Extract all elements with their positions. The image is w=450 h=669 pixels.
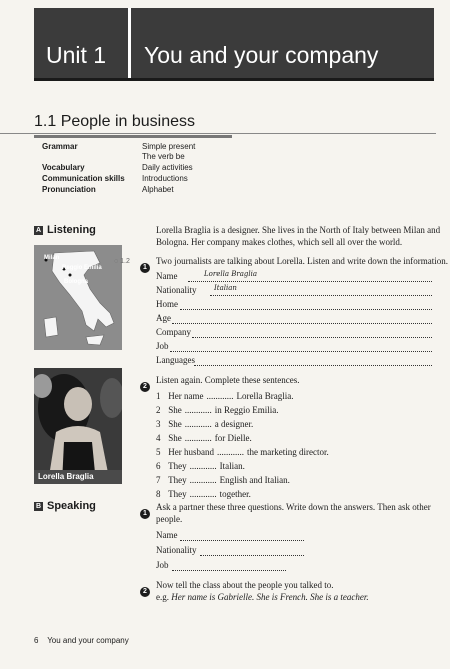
sentence-item [156, 475, 290, 486]
unit-number-box [34, 8, 131, 78]
sentence-item [156, 489, 251, 500]
sentence-end: a designer. [214, 419, 254, 429]
listening-heading [34, 224, 96, 236]
italy-map [34, 245, 122, 350]
answer-line[interactable] [200, 555, 304, 556]
cd-icon: ◌ [114, 258, 119, 265]
answer-line[interactable] [188, 281, 432, 282]
sentence-number: 6 [156, 461, 161, 471]
map-label-bologna: Bologna [64, 279, 88, 285]
overview-value: Introductions [142, 174, 188, 183]
sentence-end: English and Italian. [219, 475, 290, 485]
sentence-item [156, 447, 329, 458]
sentence-blank[interactable]: ............ [217, 447, 244, 457]
sentence-end: together. [219, 489, 251, 499]
overview-label-vocabulary: Vocabulary [42, 163, 85, 172]
field-label-home: Home [156, 299, 178, 309]
portrait-image [34, 368, 122, 483]
sentence-blank[interactable]: ............ [184, 433, 212, 443]
audio-track-number: ◌ 1.2 [114, 258, 130, 265]
sentence-end: Lorella Braglia. [236, 391, 294, 401]
section-title: 1.1 People in business [34, 113, 195, 130]
field-label-name: Name [156, 271, 178, 281]
sentence-start: They [168, 461, 187, 471]
answer-line[interactable] [194, 365, 432, 366]
exercise-1-number: 1 [140, 256, 150, 274]
map-label-milan: Milan [44, 255, 60, 261]
speaking-exercise-1-instruction-line-2: people. [156, 514, 183, 524]
answer-line[interactable] [180, 540, 304, 541]
section-rule [0, 133, 436, 134]
sentence-number: 4 [156, 433, 161, 443]
listening-heading-text: Listening [47, 224, 96, 236]
speaking-field-job: Job [156, 560, 169, 570]
handwritten-answer-name: Lorella Braglia [204, 270, 258, 278]
speaking-example: e.g. Her name is Gabrielle. She is French. She is a teacher. [156, 592, 369, 602]
unit-title: You and your company [144, 42, 379, 68]
sentence-item [156, 391, 293, 402]
overview-label-grammar: Grammar [42, 142, 78, 151]
sentence-start: Her name [168, 391, 204, 401]
answer-line[interactable] [172, 323, 432, 324]
page-number: 6 [34, 636, 39, 645]
sentence-end: for Dielle. [214, 433, 252, 443]
sentence-start: They [168, 475, 187, 485]
map-label-reggio: Reggio Emilia [62, 265, 102, 271]
sentence-item [156, 461, 245, 472]
sentence-item [156, 419, 253, 430]
field-label-company: Company [156, 327, 191, 337]
sentence-blank[interactable]: ............ [189, 461, 217, 471]
exercise-2-instruction: Listen again. Complete these sentences. [156, 375, 300, 385]
answer-line[interactable] [192, 337, 432, 338]
exercise-2-number: 2 [140, 375, 150, 393]
lorella-braglia-photo [34, 368, 122, 483]
speaking-exercise-2-instruction: Now tell the class about the people you talked to. [156, 580, 334, 590]
sentence-number: 5 [156, 447, 161, 457]
overview-label-communication: Communication skills [42, 174, 125, 183]
speaking-exercise-1-number: 1 [140, 502, 150, 520]
exercise-1-instruction: Two journalists are talking about Lorella. Listen and write down the information. [156, 256, 449, 266]
sentence-blank[interactable]: ............ [184, 405, 212, 415]
overview-value: Simple present [142, 142, 196, 151]
sentence-end: Italian. [219, 461, 245, 471]
field-label-job: Job [156, 341, 169, 351]
unit-banner [34, 8, 434, 81]
sentence-blank[interactable]: ............ [189, 475, 217, 485]
sentence-number: 2 [156, 405, 161, 415]
sentence-number: 8 [156, 489, 161, 499]
overview-value: Daily activities [142, 163, 193, 172]
speaking-field-nationality: Nationality [156, 545, 197, 555]
section-letter-a: A [35, 226, 42, 234]
sentence-number: 3 [156, 419, 161, 429]
footer-title: You and your company [47, 636, 129, 645]
sentence-start: Her husband [168, 447, 214, 457]
sentence-blank[interactable]: ............ [184, 419, 212, 429]
speaking-exercise-1-instruction-line-1: Ask a partner these three questions. Write down the answers. Then ask other [156, 502, 431, 512]
sentence-start: She [168, 419, 182, 429]
answer-line[interactable] [180, 309, 432, 310]
field-label-age: Age [156, 313, 171, 323]
answer-line[interactable] [170, 351, 432, 352]
page-footer [34, 636, 129, 645]
overview-label-pronunciation: Pronunciation [42, 185, 96, 194]
speaking-heading [34, 500, 96, 512]
sentence-item [156, 433, 252, 444]
field-label-nationality: Nationality [156, 285, 197, 295]
sentence-start: She [168, 433, 182, 443]
sentence-start: They [168, 489, 187, 499]
sentence-start: She [168, 405, 182, 415]
listening-intro-line-2: Bologna. Her company makes clothes, which sell all over the world. [156, 237, 403, 247]
section-rule-accent [34, 135, 232, 138]
sentence-blank[interactable]: ............ [206, 391, 234, 401]
handwritten-answer-nationality: Italian [214, 284, 237, 292]
speaking-exercise-2-number: 2 [140, 580, 150, 598]
overview-value: The verb be [142, 152, 185, 161]
speaking-field-name: Name [156, 530, 178, 540]
field-label-languages: Languages [156, 355, 195, 365]
section-letter-b: B [35, 502, 42, 510]
sentence-blank[interactable]: ............ [189, 489, 217, 499]
sentence-number: 7 [156, 475, 161, 485]
sentence-item [156, 405, 279, 416]
unit-number: Unit 1 [46, 42, 107, 68]
photo-caption: Lorella Braglia [34, 470, 122, 484]
sentence-number: 1 [156, 391, 161, 401]
answer-line[interactable] [172, 570, 286, 571]
overview-value: Alphabet [142, 185, 174, 194]
answer-line[interactable] [210, 295, 432, 296]
listening-intro-line-1: Lorella Braglia is a designer. She lives in the North of Italy between Milan and [156, 225, 441, 235]
sentence-end: the marketing director. [247, 447, 329, 457]
sentence-end: in Reggio Emilia. [214, 405, 279, 415]
speaking-heading-text: Speaking [47, 500, 96, 512]
